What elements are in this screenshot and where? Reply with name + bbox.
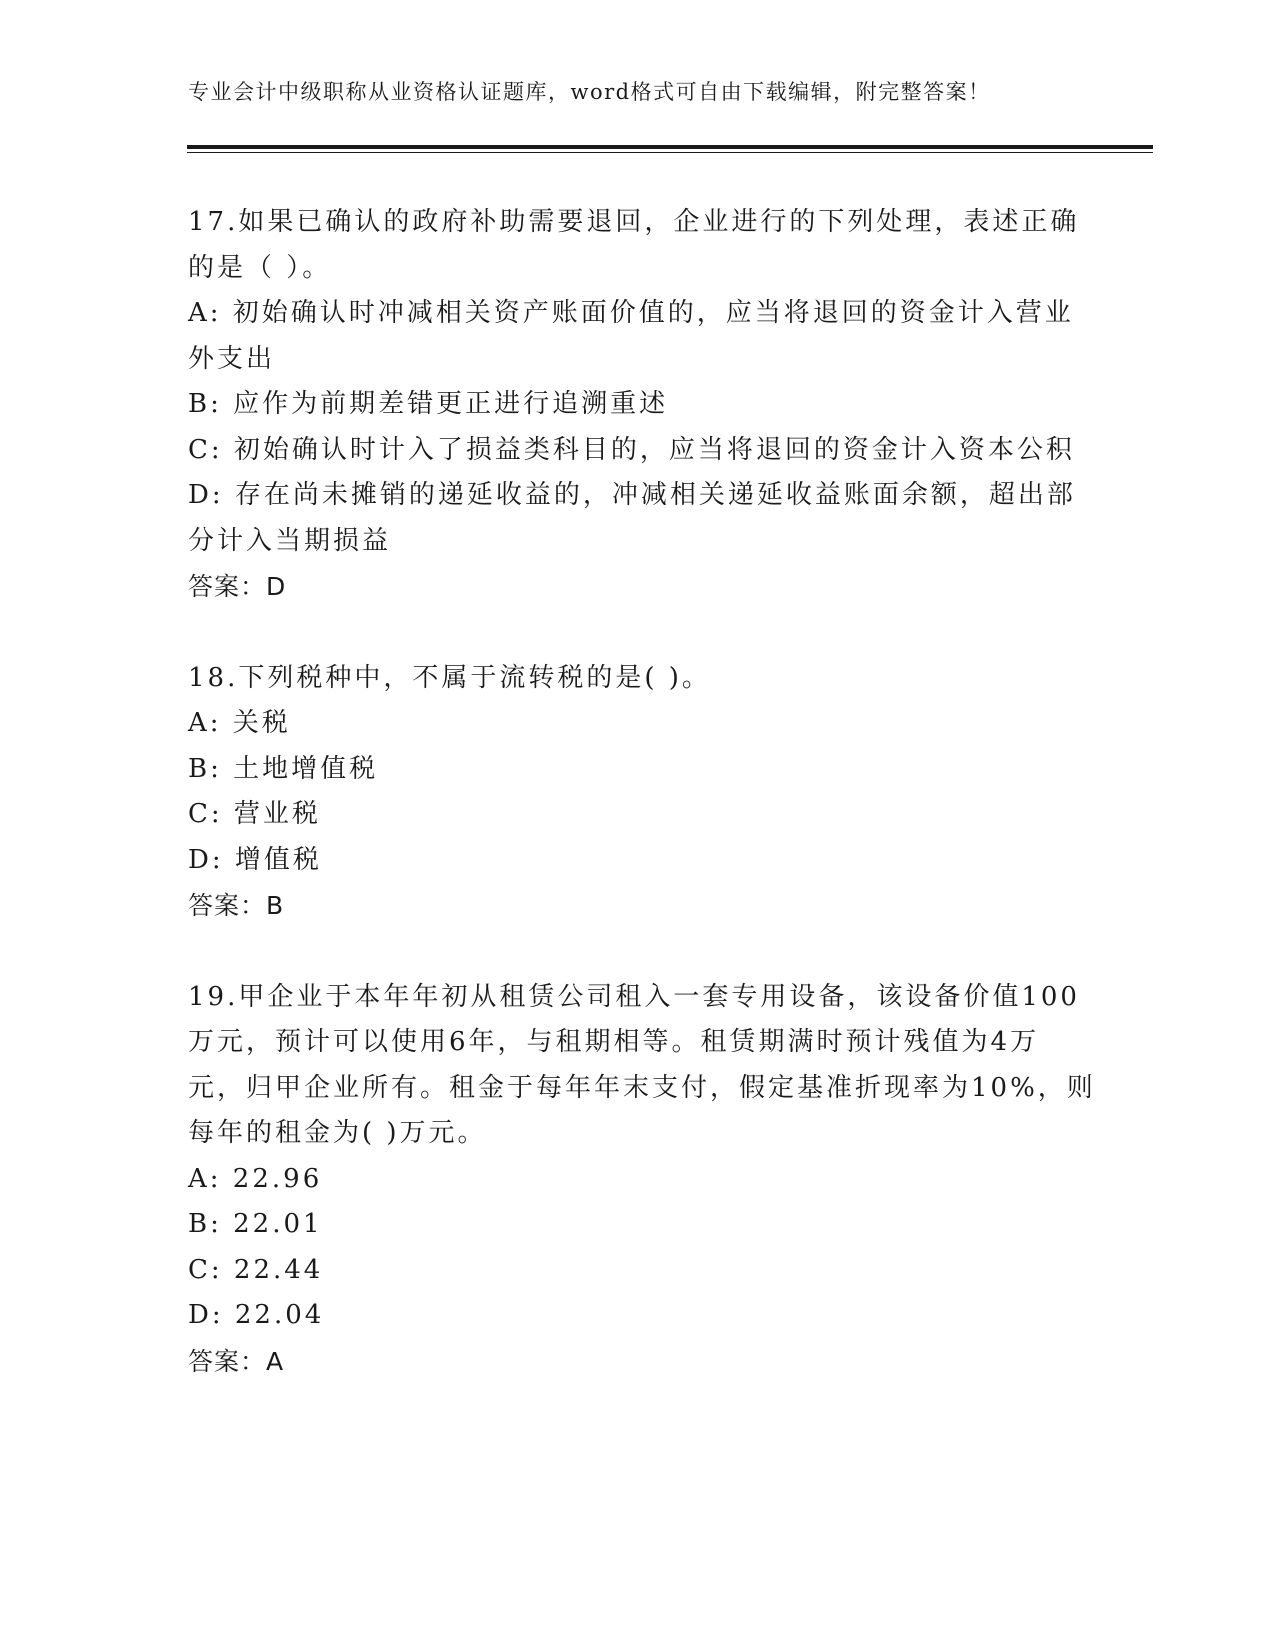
question-gap [188,929,1088,975]
option-d: D: 22.04 [188,1300,325,1330]
option-d: 分计入当期损益 [188,525,392,556]
option-d: D: 增值税 [188,844,322,875]
question-19 [188,975,1096,1385]
question-stem: 19.甲企业于本年年初从租赁公司租入一套专用设备，该设备价值100 [188,981,1080,1012]
question-stem: 17.如果已确认的政府补助需要退回，企业进行的下列处理，表述正确 [188,207,1080,237]
option-d: D: 存在尚未摊销的递延收益的，冲减相关递延收益账面余额，超出部 [188,480,1076,510]
page-header: 专业会计中级职称从业资格认证题库，word格式可自由下载编辑，附完整答案！ [188,80,991,104]
question-stem: 万元，预计可以使用6年，与租期相等。租赁期满时预计残值为4万 [188,1027,1040,1057]
option-b: B: 应作为前期差错更正进行追溯重述 [188,389,669,419]
option-c: C: 营业税 [188,799,321,829]
option-a: A: 22.96 [188,1163,323,1194]
option-a: 外支出 [188,343,276,374]
question-stem: 元，归甲企业所有。租金于每年年末支付，假定基准折现率为10%，则 [188,1072,1096,1103]
option-b: B: 土地增值税 [188,753,379,784]
option-c: C: 初始确认时计入了损益类科目的，应当将退回的资金计入资本公积 [188,434,1075,465]
option-a: A: 关税 [188,708,291,738]
question-stem: 的是（ ）。 [188,252,332,283]
option-b: B: 22.01 [188,1209,323,1239]
header-rule-thick [187,145,1153,149]
option-a: A: 初始确认时冲减相关资产账面价值的，应当将退回的资金计入营业 [188,298,1074,328]
answer: 答案：B [188,891,285,920]
question-18 [188,656,1088,929]
question-stem: 18.下列税种中，不属于流转税的是( )。 [188,662,711,693]
question-17 [188,200,1088,610]
answer: 答案：A [188,1346,285,1376]
question-stem: 每年的租金为( )万元。 [188,1118,487,1148]
option-c: C: 22.44 [188,1254,324,1285]
question-gap [188,610,1088,656]
answer: 答案：D [188,572,287,601]
question-list [188,200,1096,1384]
header-rule-thin [187,152,1153,153]
